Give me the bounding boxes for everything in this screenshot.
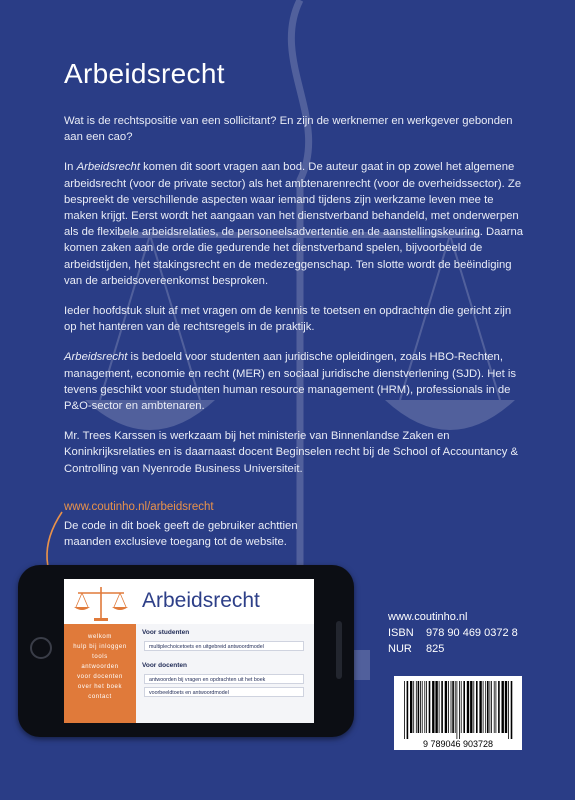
barcode-bar xyxy=(435,681,437,733)
screen-main xyxy=(136,624,314,723)
barcode-bar xyxy=(491,681,492,733)
back-cover-text xyxy=(64,113,526,491)
paragraph-author: Mr. Trees Karssen is werkzaam bij het ministerie van Binnenlandse Zaken en Koninkrijksrelaties en is daarnaast docent Beginselen recht bij de School of Accountancy & Controlling van Nyenrode Business Universiteit. xyxy=(64,430,519,475)
section-item-sample-test[interactable]: voorbeeldtoets en antwoordmodel xyxy=(144,687,304,697)
barcode-bar xyxy=(487,681,489,733)
screen-nav xyxy=(64,624,136,723)
barcode-bar xyxy=(416,681,417,733)
barcode-bar xyxy=(452,681,454,733)
barcode-bar xyxy=(413,681,414,733)
screen-title: Arbeidsrecht xyxy=(142,589,260,612)
home-button-icon xyxy=(30,637,52,659)
nur-value: 825 xyxy=(426,643,445,655)
barcode-bar xyxy=(429,681,431,733)
speaker-icon xyxy=(336,621,342,679)
barcode-bar xyxy=(441,681,443,733)
nav-item-welkom[interactable]: welkom xyxy=(88,634,112,640)
nav-item-antwoorden[interactable]: antwoorden xyxy=(81,664,119,670)
barcode-bar xyxy=(467,681,469,733)
barcode-bar xyxy=(485,681,486,733)
barcode-digits: 9 789046 903728 xyxy=(422,739,494,749)
nav-item-hulp-bij-inloggen[interactable]: hulp bij inloggen xyxy=(73,644,127,650)
barcode-bar xyxy=(476,681,478,733)
paragraph-content: In Arbeidsrecht komen dit soort vragen aan bod. De auteur gaat in op zowel het algemene arbeidsrecht (voor de private sector) als het ambtenarenrecht (voor de overheidssector). Ze bespreekt de verschillende aspecten waar iemand tijdens zijn werkzame leven mee te maken krijgt. Eerst wordt het aangaan van het dienstverband behandeld, met onderwerpen als de flexibele arbeidsrelaties, de personeelsadvertentie en de aanstellingskeuring. Daarna komen zaken aan de orde die gedurende het dienstverband spelen, bijvoorbeeld de arbeidstijden, het stakingsrecht en de medezeggenschap. Ten slotte wordt de beëindiging van de arbeidsovereenkomst besproken. xyxy=(64,161,524,287)
publication-meta xyxy=(388,609,518,657)
barcode-bar xyxy=(451,681,452,733)
nav-item-tools[interactable]: tools xyxy=(92,654,108,660)
barcode-bar xyxy=(455,681,456,733)
phone-screen xyxy=(64,579,314,723)
section-title-students: Voor studenten xyxy=(142,629,190,636)
barcode-bar xyxy=(418,681,420,733)
barcode-bar xyxy=(494,681,495,733)
isbn-row xyxy=(388,625,518,641)
book-title: Arbeidsrecht xyxy=(64,58,225,89)
screen-header xyxy=(64,579,314,624)
barcode-bar xyxy=(463,681,465,733)
barcode-bar xyxy=(432,681,434,733)
nav-item-voor-docenten[interactable]: voor docenten xyxy=(77,674,123,680)
barcode xyxy=(394,676,522,750)
website-description: De code in dit boek geeft de gebruiker achttien maanden exclusieve toegang tot de website. xyxy=(64,520,298,548)
section-item-answers[interactable]: antwoorden bij vragen en opdrachten uit het boek xyxy=(144,674,304,684)
barcode-bar xyxy=(457,681,458,739)
barcode-bar xyxy=(505,681,507,733)
barcode-bar xyxy=(448,681,449,733)
section-item-mc-test[interactable]: multiplechoicetoets en uitgebreid antwoordmodel xyxy=(144,641,304,651)
barcode-bar xyxy=(445,681,447,733)
barcode-icon xyxy=(394,676,522,750)
paragraph-audience: Arbeidsrecht is bedoeld voor studenten aan juridische opleidingen, zoals HBO-Rechten, management, economie en recht (MER) en sociaal juridische dienstverlening (SJD). Het is tevens geschikt voor studenten human resource management (HRM), professionals in de P&O-sector en ambtenaren. xyxy=(64,351,517,413)
barcode-bar xyxy=(407,681,409,739)
smartphone-mockup xyxy=(18,565,354,737)
nav-item-over-het-boek[interactable]: over het boek xyxy=(77,684,123,690)
barcode-bar xyxy=(470,681,472,733)
barcode-bar xyxy=(511,681,513,739)
barcode-bar xyxy=(508,681,509,739)
publisher-site: www.coutinho.nl xyxy=(388,611,468,623)
barcode-bar xyxy=(473,681,474,733)
barcode-bar xyxy=(490,681,491,733)
barcode-bar xyxy=(479,681,481,733)
barcode-bar xyxy=(502,681,504,733)
balance-scale-icon xyxy=(70,583,132,623)
barcode-bar xyxy=(420,681,421,733)
barcode-bar xyxy=(410,681,412,733)
nur-label: NUR xyxy=(388,643,412,655)
isbn-value: 978 90 469 0372 8 xyxy=(426,627,518,639)
nur-row xyxy=(388,641,518,657)
barcode-bar xyxy=(439,681,440,733)
barcode-bar xyxy=(424,681,425,733)
barcode-bar xyxy=(422,681,423,733)
barcode-bar xyxy=(404,681,405,739)
isbn-label: ISBN xyxy=(388,627,414,639)
barcode-bar xyxy=(496,681,497,733)
paragraph-intro: Wat is de rechtspositie van een sollicitant? En zijn de werknemer en werkgever gebonden aan een cao? xyxy=(64,115,513,144)
barcode-bar xyxy=(498,681,500,733)
nav-item-contact[interactable]: contact xyxy=(88,694,112,700)
paragraph-exercises: Ieder hoofdstuk sluit af met vragen om de kennis te toetsen en opdrachten die gericht zijn op het hanteren van de rechtsregels in de praktijk. xyxy=(64,305,512,334)
section-title-teachers: Voor docenten xyxy=(142,662,188,669)
barcode-bar xyxy=(459,681,460,739)
website-link[interactable]: www.coutinho.nl/arbeidsrecht xyxy=(64,501,214,513)
barcode-bar xyxy=(483,681,484,733)
barcode-bar xyxy=(426,681,427,733)
barcode-bar xyxy=(461,681,462,733)
